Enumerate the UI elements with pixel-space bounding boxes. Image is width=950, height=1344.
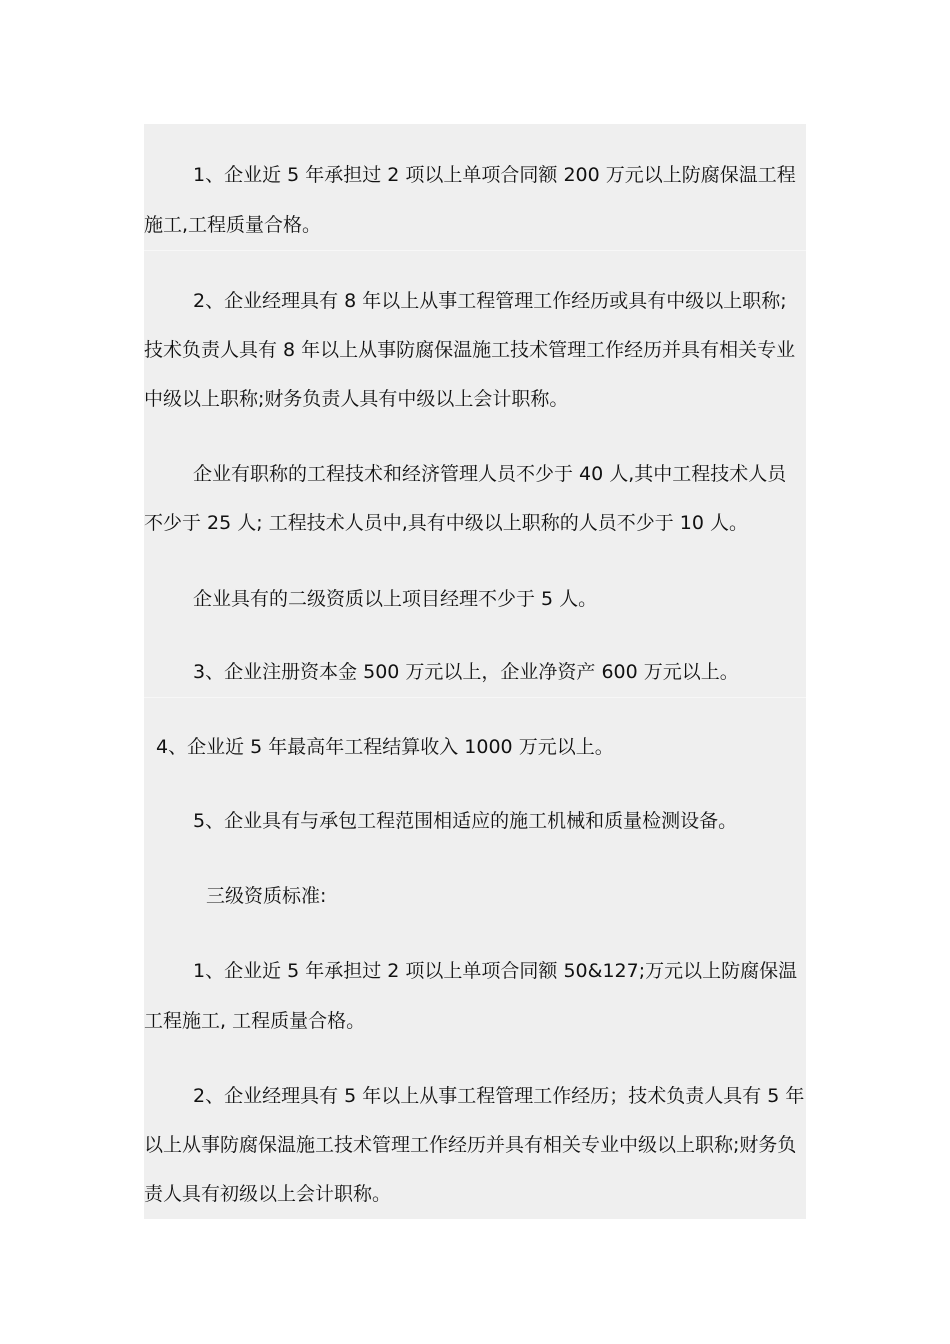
paragraph-9-line-2: 以上从事防腐保温施工技术管理工作经历并具有相关专业中级以上职称;财务负 xyxy=(144,1134,797,1156)
paragraph-8-line-1: 1、企业近 5 年承担过 2 项以上单项合同额 50&127;万元以上防腐保温 xyxy=(193,960,798,982)
paragraph-1-line-1: 1、企业近 5 年承担过 2 项以上单项合同额 200 万元以上防腐保温工程 xyxy=(193,164,796,186)
paragraph-6-line-1: 4、企业近 5 年最高年工程结算收入 1000 万元以上。 xyxy=(156,736,614,758)
paragraph-7-line-1: 5、企业具有与承包工程范围相适应的施工机械和质量检测设备。 xyxy=(193,810,738,832)
paragraph-2-line-1: 2、企业经理具有 8 年以上从事工程管理工作经历或具有中级以上职称; xyxy=(193,290,787,312)
paragraph-9-line-1: 2、企业经理具有 5 年以上从事工程管理工作经历；技术负责人具有 5 年 xyxy=(193,1085,805,1107)
paragraph-1-line-2: 施工,工程质量合格。 xyxy=(144,214,322,236)
paragraph-9-line-3: 责人具有初级以上会计职称。 xyxy=(144,1183,392,1205)
paragraph-5-line-1: 3、企业注册资本金 500 万元以上，企业净资产 600 万元以上。 xyxy=(193,661,739,683)
paragraph-divider xyxy=(144,697,806,698)
paragraph-4-line-1: 企业具有的二级资质以上项目经理不少于 5 人。 xyxy=(193,588,598,610)
section-heading: 三级资质标准: xyxy=(206,885,327,907)
paragraph-3-line-2: 不少于 25 人; 工程技术人员中,具有中级以上职称的人员不少于 10 人。 xyxy=(144,512,748,534)
paragraph-2-line-2: 技术负责人具有 8 年以上从事防腐保温施工技术管理工作经历并具有相关专业 xyxy=(144,339,796,361)
paragraph-8-line-2: 工程施工, 工程质量合格。 xyxy=(144,1010,366,1032)
paragraph-2-line-3: 中级以上职称;财务负责人具有中级以上会计职称。 xyxy=(144,388,569,410)
paragraph-divider xyxy=(144,250,806,251)
document-body xyxy=(144,124,806,1219)
paragraph-3-line-1: 企业有职称的工程技术和经济管理人员不少于 40 人,其中工程技术人员 xyxy=(193,463,787,485)
